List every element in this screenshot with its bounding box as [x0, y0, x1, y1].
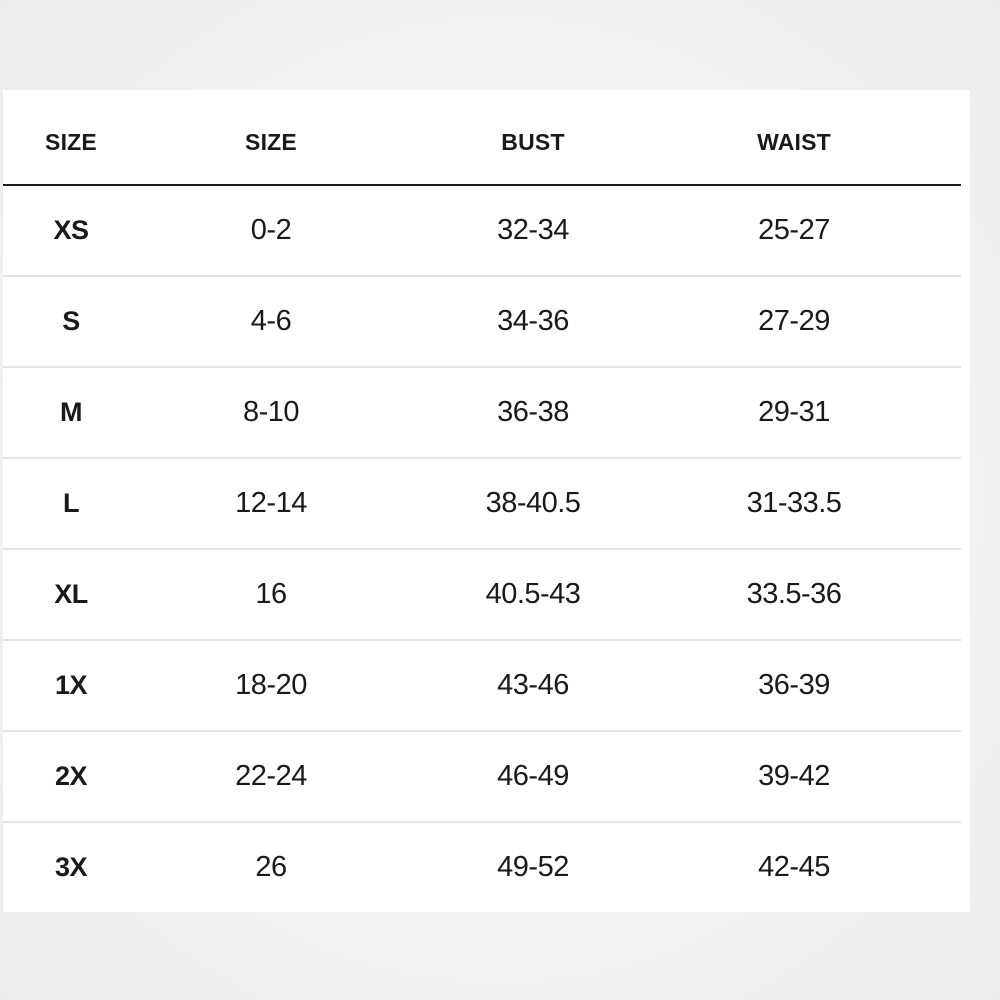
waist-cell: 33.5-36 — [746, 578, 842, 610]
size-letter-cell: S — [62, 306, 80, 336]
bust-cell: 49-52 — [497, 851, 569, 883]
size-letter-cell: 2X — [54, 761, 88, 791]
waist-cell: 27-29 — [758, 305, 830, 337]
table-row — [3, 641, 961, 732]
waist-cell: 29-31 — [758, 396, 830, 428]
bust-cell: 34-36 — [497, 305, 569, 337]
size-number-cell: 16 — [255, 578, 287, 610]
waist-cell: 25-27 — [758, 214, 830, 246]
table-row — [3, 368, 961, 459]
waist-cell: 42-45 — [758, 851, 830, 883]
table-row — [3, 186, 961, 277]
header-size-letter: SIZE — [45, 128, 97, 155]
size-letter-cell: L — [63, 488, 79, 518]
header-waist: WAIST — [757, 128, 831, 155]
size-letter-cell: XL — [54, 579, 88, 609]
size-letter-cell: 1X — [54, 670, 88, 700]
size-number-cell: 4-6 — [250, 305, 292, 337]
waist-cell: 31-33.5 — [746, 487, 842, 519]
size-letter-cell: 3X — [54, 852, 88, 882]
bust-cell: 40.5-43 — [485, 578, 581, 610]
table-header-row — [3, 100, 961, 186]
size-letter-cell: XS — [53, 215, 89, 245]
size-letter-cell: M — [60, 397, 82, 427]
bust-cell: 32-34 — [497, 214, 569, 246]
size-number-cell: 22-24 — [235, 760, 307, 792]
size-number-cell: 18-20 — [235, 669, 307, 701]
table-row — [3, 459, 961, 550]
size-number-cell: 12-14 — [235, 487, 307, 519]
size-number-cell: 8-10 — [242, 396, 300, 428]
bust-cell: 36-38 — [497, 396, 569, 428]
size-number-cell: 0-2 — [250, 214, 292, 246]
bust-cell: 43-46 — [497, 669, 569, 701]
size-number-cell: 26 — [255, 851, 287, 883]
table-row — [3, 823, 961, 912]
bust-cell: 46-49 — [497, 760, 569, 792]
waist-cell: 39-42 — [758, 760, 830, 792]
table-row — [3, 277, 961, 368]
table-row — [3, 732, 961, 823]
header-bust: BUST — [501, 128, 565, 155]
size-chart-table — [3, 90, 970, 912]
bust-cell: 38-40.5 — [485, 487, 581, 519]
waist-cell: 36-39 — [758, 669, 830, 701]
header-size-number: SIZE — [245, 128, 297, 155]
table-row — [3, 550, 961, 641]
